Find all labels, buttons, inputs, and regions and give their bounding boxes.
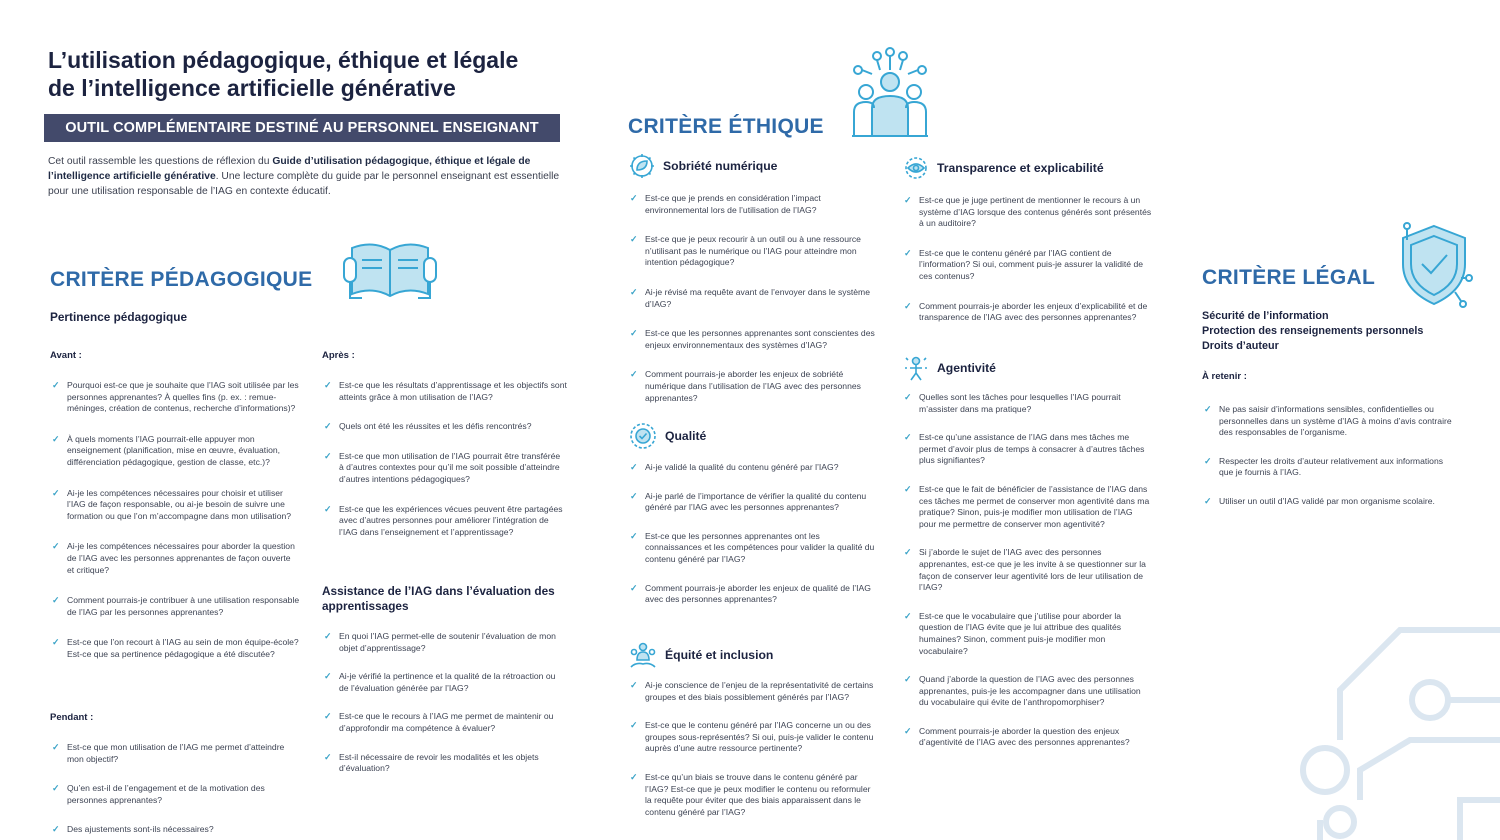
list-item: ✓ Est-ce que le vocabulaire que j’utilise pour aborder la question de l’IAG évite que je lui attribue des qualités humaines? Sinon, comment puis-je modifier mon vocabulaire? [902,611,1152,657]
list-item: ✓ Est-ce que mon utilisation de l’IAG pourrait être transférée à d’autres contextes pour qu’il me soit possible d’atteindre d’autres intentions pédagogiques? [322,451,567,486]
list-item: ✓ Est-ce que les personnes apprenantes sont conscientes des enjeux environnementaux des systèmes d’IAG? [628,328,878,351]
eye-gear-icon [902,154,930,182]
list-item: ✓ Ai-je révisé ma requête avant de l’envoyer dans le système d’IAG? [628,287,878,310]
transparence-list [902,195,1152,324]
shield-check-icon [1395,220,1473,310]
legal-sub-protection: Protection des renseignements personnels [1202,325,1424,337]
list-item: ✓ Quelles sont les tâches pour lesquelles l’IAG pourrait m’assister dans ma pratique? [902,392,1152,415]
list-item: ✓ Pourquoi est-ce que je souhaite que l’IAG soit utilisée par les personnes apprenantes? À quelles fins (p. ex. : remue-méninges, création de contenus, recherche d’informations)? [50,380,300,415]
list-item: ✓ Quand j’aborde la question de l’IAG avec des personnes apprenantes, puis-je les accompagner dans une utilisation du vocabulaire qui évite de l’anthropomorphiser? [902,674,1152,709]
ethique-title: CRITÈRE ÉTHIQUE [628,115,824,138]
qualite-list [628,462,878,606]
intro-text: Cet outil rassemble les questions de réflexion du Guide d’utilisation pédagogique, éthique et légale de l’intelligence artificielle générative. Une lecture complète du guide par le personnel enseignant est essentielle pour une utilisation responsable de l’IAG en contexte éducatif. [48,156,560,197]
pedagogique-header [50,268,312,292]
list-item: ✓ Ne pas saisir d’informations sensibles, confidentielles ou personnelles dans un système d’IAG à moins d’avis contraire des responsables de l’organisme. [1202,404,1452,439]
sobriete-title: Sobriété numérique [663,158,778,173]
list-item: ✓ Est-ce qu’un biais se trouve dans le contenu généré par l’IAG? Est-ce que je peux modifier le contenu ou reformuler la requête pour éviter que des biais apparaissent dans le contenu généré par l’IAG? [628,772,878,818]
pertinence-title: Pertinence pédagogique [50,310,188,324]
pendant-label: Pendant : [50,712,94,723]
list-item: ✓ Utiliser un outil d’IAG validé par mon organisme scolaire. [1202,496,1452,508]
list-item: ✓ Est-il nécessaire de revoir les modalités et les objets d’évaluation? [322,752,567,775]
list-item: ✓ Est-ce que le contenu généré par l’IAG concerne un ou des groupes sous-représentés? Si oui, puis-je valider le contenu auprès d’une autre ressource pertinente? [628,720,878,755]
list-item: ✓ Ai-je vérifié la pertinence et la qualité de la rétroaction ou de l’évaluation générée par l’IAG? [322,671,567,694]
list-item: ✓ Qu’en est-il de l’engagement et de la motivation des personnes apprenantes? [50,783,300,806]
banner: OUTIL COMPLÉMENTAIRE DESTINÉ AU PERSONNEL ENSEIGNANT [44,114,560,142]
list-item: ✓ Quels ont été les réussites et les défis rencontrés? [322,421,567,433]
person-star-icon [902,354,930,382]
list-item: ✓ À quels moments l’IAG pourrait-elle appuyer mon enseignement (planification, mise en œuvre, évaluation, différenciation pédagogique, gestion de classe, etc.)? [50,434,300,469]
list-item: ✓ Comment pourrais-je aborder les enjeux de sobriété numérique dans l’utilisation de l’IAG avec des personnes apprenantes? [628,369,878,404]
list-item: ✓ Est-ce que les personnes apprenantes ont les connaissances et les compétences pour valider la qualité du contenu généré par l’IAG? [628,531,878,566]
list-item: ✓ Est-ce que l’on recourt à l’IAG au sein de mon équipe-école? Est-ce que sa pertinence pédagogique a été discutée? [50,637,300,660]
list-item: ✓ Est-ce que les expériences vécues peuvent être partagées avec d’autres personnes pour améliorer l’intégration de l’IAG dans l’enseignement et l’apprentissage? [322,504,567,539]
list-item: ✓ Comment pourrais-je aborder les enjeux de qualité de l’IAG avec des personnes apprenantes? [628,583,878,606]
list-item: ✓ Est-ce que je peux recourir à un outil ou à une ressource n’utilisant pas le numérique ou l’IAG pour atteindre mon intention pédagogique? [628,234,878,269]
qualite-title: Qualité [665,428,707,443]
list-item: ✓ Comment pourrais-je aborder les enjeux d’explicabilité et de transparence de l’IAG avec des personnes apprenantes? [902,301,1152,324]
list-item: ✓ Est-ce que le recours à l’IAG me permet de maintenir ou d’approfondir ma compétence à évaluer? [322,711,567,734]
apres-label: Après : [322,350,355,361]
list-item: ✓ Comment pourrais-je aborder la question des enjeux d’agentivité de l’IAG avec des personnes apprenantes? [902,726,1152,749]
list-item: ✓ Est-ce qu’une assistance de l’IAG dans mes tâches me permet d’avoir plus de temps à consacrer à d’autres tâches plus signifiantes? [902,432,1152,467]
list-item: ✓ Est-ce que mon utilisation de l’IAG me permet d’atteindre mon objectif? [50,742,300,765]
assistance-title: Assistance de l’IAG dans l’évaluation des apprentissages [322,584,555,613]
sobriete-header [628,152,777,180]
list-item: ✓ Ai-je parlé de l’importance de vérifier la qualité du contenu généré par l’IAG avec les personnes apprenantes? [628,491,878,514]
list-item: ✓ Est-ce que je juge pertinent de mentionner le recours à un système d’IAG lorsque des contenus générés sont présentés à un auditoire? [902,195,1152,230]
list-item: ✓ Est-ce que les résultats d’apprentissage et les objectifs sont atteints grâce à mon utilisation de l’IAG? [322,380,567,403]
apres-list [322,380,567,538]
equite-list [628,680,878,818]
list-item: ✓ Comment pourrais-je contribuer à une utilisation responsable de l’IAG par les personnes apprenantes? [50,595,300,618]
page-title: L’utilisation pédagogique, éthique et légale de l’intelligence artificielle générative [48,47,519,101]
avant-label: Avant : [50,350,82,361]
list-item: ✓ Est-ce que je prends en considération l’impact environnemental lors de l’utilisation de l’IAG? [628,193,878,216]
equite-header [628,640,773,670]
legal-list [1202,404,1452,508]
agentivite-list [902,392,1152,749]
list-item: ✓ Ai-je validé la qualité du contenu généré par l’IAG? [628,462,878,474]
list-item: ✓ Est-ce que le contenu généré par l’IAG contient de l’information? Si oui, comment puis-je assurer la validité de ces contenus? [902,248,1152,283]
legal-title: CRITÈRE LÉGAL [1202,266,1376,289]
book-icon [342,236,438,306]
retenir-label: À retenir : [1202,371,1247,382]
pendant-list [50,742,300,836]
agentivite-title: Agentivité [937,360,996,375]
list-item: ✓ Respecter les droits d’auteur relativement aux informations que je fournis à l’IAG. [1202,456,1452,479]
sobriete-list [628,193,878,404]
people-network-icon [850,44,930,140]
legal-sub-securite: Sécurité de l’information [1202,310,1329,322]
inclusion-icon [628,640,658,670]
transparence-title: Transparence et explicabilité [937,160,1104,175]
leaf-gear-icon [628,152,656,180]
legal-sub-droits: Droits d’auteur [1202,340,1279,352]
quality-badge-icon [628,421,658,451]
list-item: ✓ Est-ce que le fait de bénéficier de l’assistance de l’IAG dans ces tâches me permet de conserver mon agentivité dans ma pratique? Sinon, puis-je modifier mon utilisation de l’IAG pour me permettre de conserver mon agentivité? [902,484,1152,530]
avant-list [50,380,300,661]
list-item: ✓ En quoi l’IAG permet-elle de soutenir l’évaluation de mon objet d’apprentissage? [322,631,567,654]
list-item: ✓ Ai-je les compétences nécessaires pour choisir et utiliser l’IAG de façon responsable, ou ai-je besoin de suivre une formation ou que l’on m’accompagne dans mon utilisation? [50,488,300,523]
pedagogique-title: CRITÈRE PÉDAGOGIQUE [50,268,313,291]
list-item: ✓ Si j’aborde le sujet de l’IAG avec des personnes apprenantes, est-ce que je les invite à se questionner sur la façon de conserver leur agentivité lors de leur utilisation de l’IAG? [902,547,1152,593]
equite-title: Équité et inclusion [665,647,774,662]
list-item: ✓ Ai-je les compétences nécessaires pour aborder la question de l’IAG avec les personnes apprenantes de façon ouverte et critique? [50,541,300,576]
qualite-header [628,421,706,451]
list-item: ✓ Des ajustements sont-ils nécessaires? [50,824,300,836]
circuit-decoration-icon [1280,590,1500,840]
agentivite-header [902,354,996,382]
assistance-list [322,631,567,775]
list-item: ✓ Ai-je conscience de l’enjeu de la représentativité de certains groupes et des biais possiblement générés par l’IAG? [628,680,878,703]
transparence-header [902,154,1104,182]
